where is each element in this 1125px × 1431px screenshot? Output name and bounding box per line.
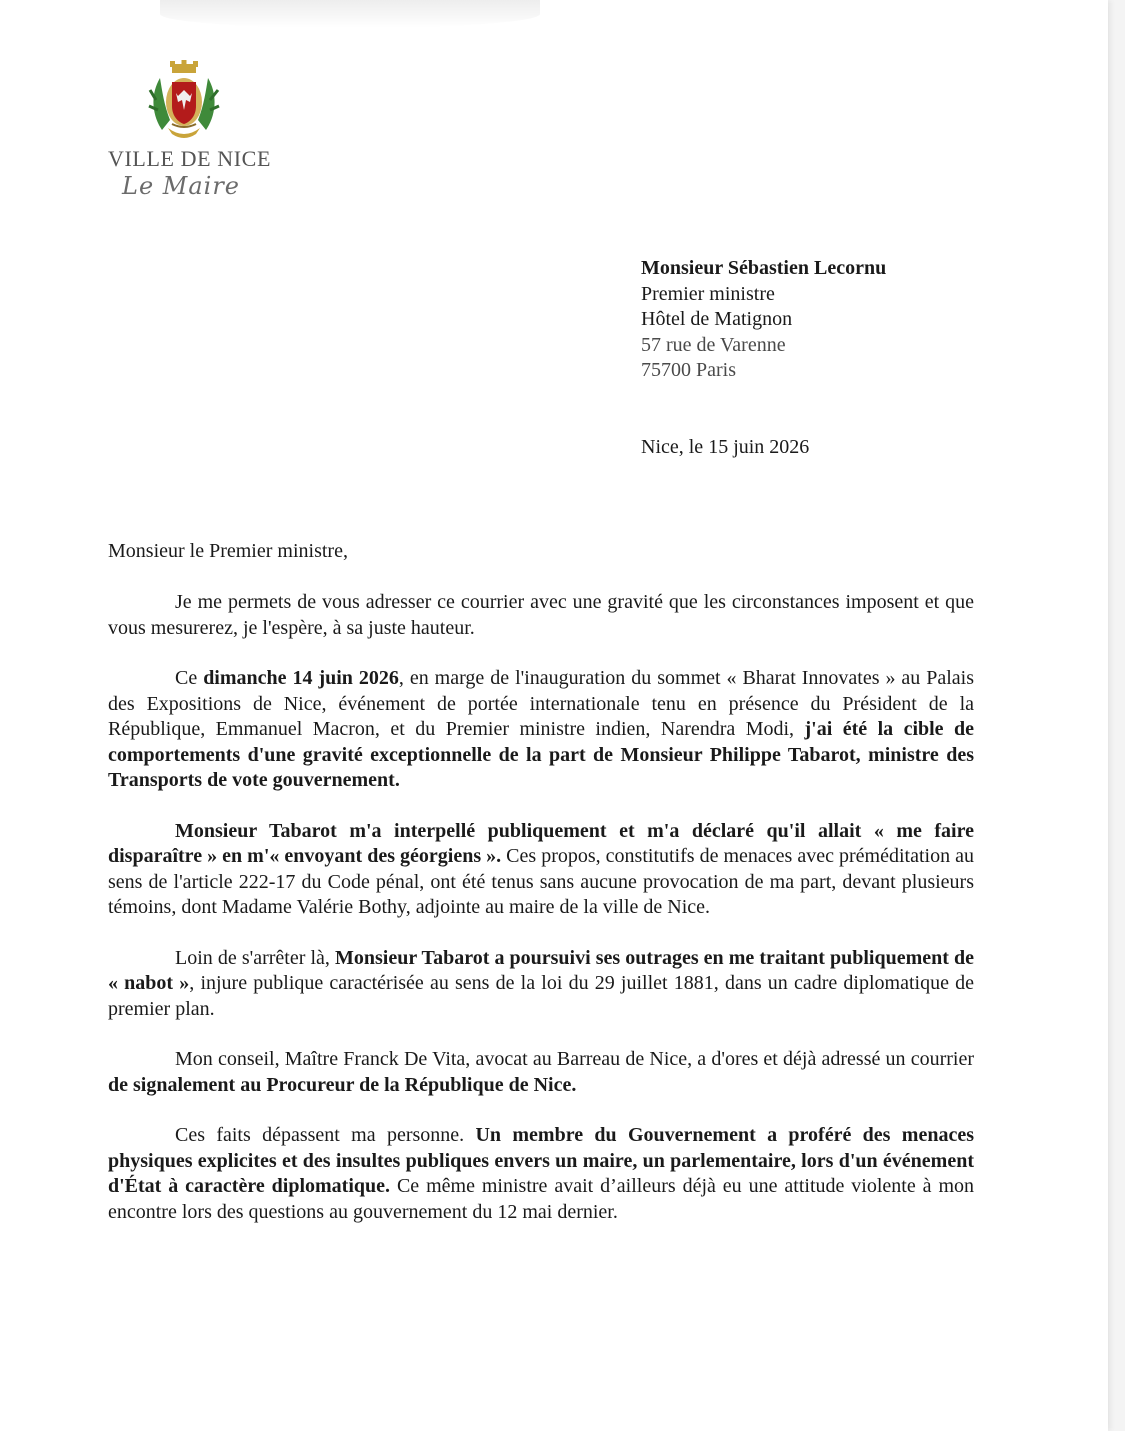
org-name: VILLE DE NICE [108, 146, 271, 171]
ville-de-nice-coat-of-arms-icon [148, 60, 220, 142]
p6-bold-1: Un membre du Gouvernement a proféré des menaces physiques explicites et des insultes publiques envers un maire, un parlementaire, lors d'un événement d'État à caractère diplomatique. [108, 1124, 974, 1197]
scan-shadow [160, 0, 540, 28]
org-subtitle: Le Maire [122, 172, 241, 200]
recipient-name: Monsieur Sébastien Lecornu [641, 257, 887, 279]
p2-text-1: Ce [175, 667, 204, 689]
p3-bold-1: Monsieur Tabarot m'a interpellé publiquement et m'a déclaré qu'il allait « me faire disparaître » en m'« envoyant des géorgiens ». [108, 819, 974, 867]
p3-text-1: Ces propos, constitutifs de menaces avec préméditation au sens de l'article 222-17 du Code pénal, ont été tenus sans aucune provocation de ma part, devant plusieurs témoins, dont Madame Valérie Bothy, adjointe au maire de la ville de Nice. [108, 845, 974, 918]
p5-text-1: Mon conseil, Maître Franck De Vita, avocat au Barreau de Nice, a d'ores et déjà adressé un courrier [175, 1048, 974, 1070]
p5-bold-1: de signalement au Procureur de la République de Nice. [108, 1073, 577, 1096]
p2-bold-2: j'ai été la cible de comportements d'une gravité exceptionnelle de la part de Monsieur Philippe Tabarot, ministre des Transports de vote gouvernement. [108, 718, 975, 791]
p4-bold-1: Monsieur Tabarot a poursuivi ses outrages en me traitant publiquement de « nabot » [108, 946, 975, 994]
paragraph-1 [108, 590, 974, 641]
paragraph-6 [108, 1123, 974, 1225]
p2-bold-1: dimanche 14 juin 2026 [203, 667, 399, 689]
salutation: Monsieur le Premier ministre, [108, 540, 348, 562]
p6-text-1: Ces faits dépassent ma personne. [175, 1124, 476, 1146]
recipient-title: Premier ministre [641, 282, 775, 305]
letter-body [108, 590, 974, 1250]
p4-text-2: , injure publique caractérisée au sens de la loi du 29 juillet 1881, dans un cadre diplomatique de premier plan. [108, 972, 975, 1020]
p1-text: Je me permets de vous adresser ce courrier avec une gravité que les circonstances imposent et que vous mesurerez, je l'espère, à sa juste hauteur. [108, 591, 974, 639]
paragraph-3 [108, 819, 974, 921]
p6-text-2: Ce même ministre avait d’ailleurs déjà eu une attitude violente à mon encontre lors des questions au gouvernement du 12 mai dernier. [108, 1175, 974, 1223]
recipient-street: 57 rue de Varenne [641, 333, 786, 356]
paragraph-2 [108, 666, 974, 794]
p4-text-1: Loin de s'arrêter là, [175, 946, 335, 969]
paragraph-5 [108, 1047, 974, 1098]
paragraph-4 [108, 946, 974, 1023]
p2-text-2: , en marge de l'inauguration du sommet « Bharat Innovates » au Palais des Expositions de Nice, événement de portée internationale tenu en présence du Président de la République, Emmanuel Macron, et du Premier ministre indien, Narendra Modi, [108, 667, 975, 740]
recipient-building: Hôtel de Matignon [641, 308, 793, 330]
date-line: Nice, le 15 juin 2026 [641, 436, 810, 458]
recipient-address [641, 256, 886, 384]
recipient-city: 75700 Paris [641, 359, 736, 381]
